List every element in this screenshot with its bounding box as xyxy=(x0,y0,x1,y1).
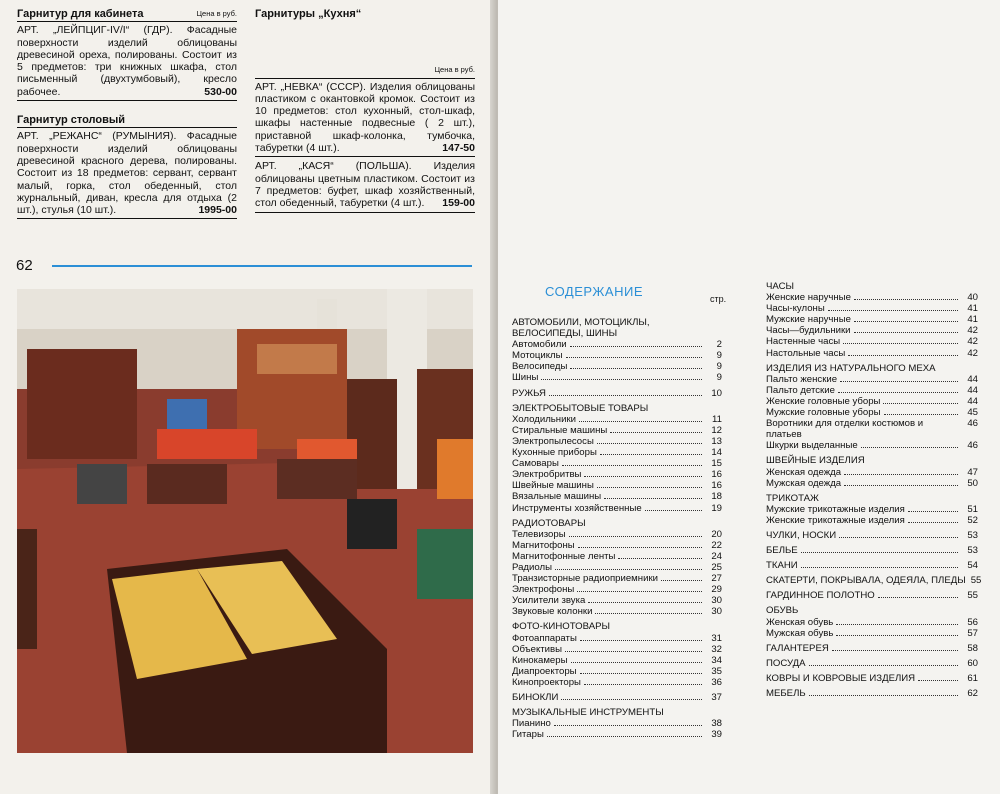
toc-page-number: 60 xyxy=(967,657,978,669)
toc-page-number: 22 xyxy=(711,539,722,551)
toc-entry xyxy=(512,372,722,383)
toc-entry-label: Настольные часы xyxy=(766,347,846,359)
toc-section-heading: ЭЛЕКТРОБЫТОВЫЕ ТОВАРЫ xyxy=(512,402,649,414)
toc-page-number: 42 xyxy=(967,347,978,359)
toc-section-heading: ЧАСЫ xyxy=(766,281,795,292)
toc-leader-dots xyxy=(839,537,958,538)
toc-left-column xyxy=(512,317,722,740)
toc-page-number: 15 xyxy=(711,458,722,470)
toc-page-number: 50 xyxy=(967,477,978,489)
toc-entry-label: Электропылесосы xyxy=(512,435,594,447)
toc-entry-label: Мужские головные уборы xyxy=(766,407,881,419)
toc-entry xyxy=(512,666,722,677)
product-item xyxy=(255,160,475,212)
toc-leader-dots xyxy=(809,695,958,696)
toc-page-number: 24 xyxy=(711,550,722,562)
toc-entry-label: Электрофоны xyxy=(512,584,575,596)
toc-entry-label: Велосипеды xyxy=(512,361,568,373)
toc-leader-dots xyxy=(801,567,958,568)
toc-entry-label: Мужские трикотажные изделия xyxy=(766,503,905,515)
toc-leader-dots xyxy=(570,346,702,347)
toc-entry-label: Воротники для отделки костюмов и платьев xyxy=(766,418,924,441)
toc-entry xyxy=(512,458,722,469)
toc-entry-label: Инструменты хозяйственные xyxy=(512,502,642,514)
toc-entry-label: Фотоаппараты xyxy=(512,632,577,644)
toc-leader-dots xyxy=(618,558,702,559)
toc-entry xyxy=(766,325,978,336)
toc-leader-dots xyxy=(836,635,958,636)
toc-entry xyxy=(512,729,722,740)
product-description: АРТ. „ЛЕЙПЦИГ-IV/I“ (ГДР). Фасадные поверхности изделий облицованы древесиной ореха, полированы. Состоит из 5 предметов: три книжных шкафа, стол письменный (двухтумбовый), кресло рабочее. xyxy=(17,24,237,98)
toc-leader-dots xyxy=(645,510,702,511)
toc-page-number: 30 xyxy=(711,606,722,618)
toc-entry xyxy=(766,374,978,385)
toc-entry xyxy=(512,644,722,655)
toc-leader-dots xyxy=(840,381,958,382)
toc-leader-dots xyxy=(854,332,958,333)
toc-entry-label: ГАРДИННОЕ ПОЛОТНО xyxy=(766,590,875,602)
toc-entry xyxy=(766,303,978,314)
toc-page-number: 2 xyxy=(716,339,722,351)
kitchen-section-title: Гарнитуры „Кухня“ xyxy=(255,8,362,20)
toc-entry xyxy=(512,595,722,606)
toc-page-number: 45 xyxy=(967,407,978,419)
toc-entry-label: Пальто женские xyxy=(766,373,838,385)
toc-entry xyxy=(512,469,722,480)
toc-section-heading: ТРИКОТАЖ xyxy=(766,492,819,504)
toc-entry xyxy=(766,467,978,478)
toc-entry-label: Мужские наручные xyxy=(766,314,851,326)
toc-leader-dots xyxy=(878,597,958,598)
toc-section-heading: ОБУВЬ xyxy=(766,605,799,617)
page-rule xyxy=(52,265,472,267)
toc-page-number: 46 xyxy=(967,440,978,452)
toc-leader-dots xyxy=(918,680,958,681)
toc-page-number: 51 xyxy=(967,503,978,515)
toc-leader-dots xyxy=(569,536,702,537)
toc-leader-dots xyxy=(838,392,958,393)
toc-section-heading: РАДИОТОВАРЫ xyxy=(512,517,586,529)
toc-entry-label: Телевизоры xyxy=(512,528,566,540)
product-description: АРТ. „НЕВКА“ (СССР). Изделия облицованы пластиком с окантовкой кромок. Состоит из 10 предметов: стол кухонный, стол-шкаф, шкафы настенные подвесные ( 2 шт.), приставной шкаф-колонка, тумбочка, табуретки (4 шт.). xyxy=(255,80,475,155)
toc-entry-label: Усилители звука xyxy=(512,595,586,607)
toc-entry-label: Мужская обувь xyxy=(766,627,834,639)
toc-leader-dots xyxy=(610,432,702,433)
toc-entry-label: Женская обувь xyxy=(766,616,834,628)
toc-leader-dots xyxy=(565,651,702,652)
toc-page-number: 11 xyxy=(712,413,722,425)
toc-leader-dots xyxy=(547,736,702,737)
toc-entry xyxy=(766,385,978,396)
toc-page-number: 38 xyxy=(711,718,722,730)
toc-entry-label: Кинопроекторы xyxy=(512,676,581,688)
toc-entry xyxy=(512,584,722,595)
toc-entry-label: Холодильники xyxy=(512,413,577,425)
toc-leader-dots xyxy=(861,447,958,448)
product-description: АРТ. „КАСЯ“ (ПОЛЬША). Изделия облицованы цветным пластиком. Состоит из 7 предметов: буфет, шкаф хозяйственный, стол обеденный, табуретки (4 шт.). xyxy=(255,160,475,210)
product-price: 147-50 xyxy=(442,142,475,155)
toc-section-entry xyxy=(766,658,978,669)
toc-page-number: 32 xyxy=(711,643,722,655)
toc-entry-label: Магнитофонные ленты xyxy=(512,550,616,562)
toc-entry-label: Самовары xyxy=(512,458,559,470)
furniture-store-photo xyxy=(17,289,473,753)
toc-leader-dots xyxy=(580,673,702,674)
toc-entry-label: КОВРЫ И КОВРОВЫЕ ИЗДЕЛИЯ xyxy=(766,672,916,684)
toc-entry xyxy=(512,562,722,573)
product-price: 159-00 xyxy=(442,197,475,210)
toc-entry-label: Женские трикотажные изделия xyxy=(766,514,905,526)
toc-section-heading: МУЗЫКАЛЬНЫЕ ИНСТРУМЕНТЫ xyxy=(512,707,664,719)
toc-page-number: 57 xyxy=(967,627,978,639)
toc-page-number: 52 xyxy=(967,514,978,526)
toc-entry xyxy=(766,628,978,639)
furniture-column-2 xyxy=(255,8,475,216)
toc-page-number: 18 xyxy=(711,491,722,503)
toc-entry-label: Стиральные машины xyxy=(512,424,608,436)
toc-entry-label: Транзисторные радиоприемники xyxy=(512,573,658,585)
section-title-text: Гарнитур для кабинета xyxy=(17,8,144,20)
toc-leader-dots xyxy=(883,403,958,404)
toc-page-number: 35 xyxy=(711,665,722,677)
toc-section-entry xyxy=(512,388,722,399)
toc-entry-label: БЕЛЬЕ xyxy=(766,545,798,557)
toc-entry-label: Автомобили xyxy=(512,339,567,351)
toc-entry xyxy=(512,503,722,514)
toc-entry xyxy=(766,418,978,440)
toc-page-number: 27 xyxy=(711,573,722,585)
toc-title: СОДЕРЖАНИЕ xyxy=(545,284,644,299)
toc-entry-label: Мотоциклы xyxy=(512,350,563,362)
toc-section-heading: ИЗДЕЛИЯ ИЗ НАТУРАЛЬНОГО МЕХА xyxy=(766,362,936,374)
toc-entry xyxy=(512,480,722,491)
toc-page-number: 42 xyxy=(967,325,978,337)
toc-section-heading: ФОТО-КИНОТОВАРЫ xyxy=(512,621,610,633)
toc-entry-label: Пальто детские xyxy=(766,384,835,396)
toc-leader-dots xyxy=(571,662,703,663)
toc-page-number: 30 xyxy=(711,595,722,607)
toc-leader-dots xyxy=(541,379,702,380)
toc-page-number: 53 xyxy=(967,545,978,557)
toc-entry-label: ТКАНИ xyxy=(766,560,798,572)
toc-entry-label: Гитары xyxy=(512,729,544,741)
toc-entry-label: Часы—будильники xyxy=(766,325,851,337)
toc-entry-label: МЕБЕЛЬ xyxy=(766,688,806,699)
toc-page-number: 41 xyxy=(967,303,978,315)
toc-leader-dots xyxy=(908,511,958,512)
toc-leader-dots xyxy=(600,454,702,455)
toc-page-number: 20 xyxy=(711,528,722,540)
toc-page-number: 40 xyxy=(967,292,978,304)
toc-page-number: 19 xyxy=(711,502,722,514)
toc-leader-dots xyxy=(549,395,702,396)
toc-entry xyxy=(766,617,978,628)
price-label: Цена в руб. xyxy=(255,64,475,78)
toc-page-number: 29 xyxy=(711,584,722,596)
toc-leader-dots xyxy=(832,650,958,651)
toc-section-entry xyxy=(766,673,978,684)
toc-leader-dots xyxy=(836,624,958,625)
toc-entry-label: Шкурки выделанные xyxy=(766,440,858,452)
toc-leader-dots xyxy=(844,485,958,486)
toc-entry xyxy=(512,414,722,425)
toc-entry-label: Часы-кулоны xyxy=(766,303,825,315)
toc-page-number: 10 xyxy=(711,387,722,399)
toc-entry xyxy=(512,551,722,562)
toc-leader-dots xyxy=(854,299,958,300)
toc-leader-dots xyxy=(595,613,702,614)
toc-leader-dots xyxy=(908,522,958,523)
section-title xyxy=(17,8,237,22)
toc-entry-label: Швейные машины xyxy=(512,480,594,492)
toc-entry xyxy=(512,529,722,540)
toc-entry-label: Мужская одежда xyxy=(766,477,842,489)
toc-entry-label: Кинокамеры xyxy=(512,654,568,666)
toc-page-number: 9 xyxy=(716,361,722,373)
toc-section-entry xyxy=(766,545,978,556)
product-price: 1995-00 xyxy=(198,204,237,217)
toc-entry xyxy=(512,425,722,436)
toc-leader-dots xyxy=(848,355,958,356)
toc-entry-label: Пианино xyxy=(512,718,551,730)
toc-right-column xyxy=(766,281,982,699)
toc-entry xyxy=(766,336,978,347)
toc-entry xyxy=(766,396,978,407)
toc-entry-label: РУЖЬЯ xyxy=(512,387,546,399)
toc-entry xyxy=(512,350,722,361)
toc-entry-label: Радиолы xyxy=(512,561,552,573)
toc-entry xyxy=(512,447,722,458)
toc-leader-dots xyxy=(584,476,702,477)
toc-page-number: 37 xyxy=(711,692,722,703)
toc-entry xyxy=(766,407,978,418)
toc-entry-label: Объективы xyxy=(512,643,563,655)
toc-leader-dots xyxy=(577,591,702,592)
price-label: Цена в руб. xyxy=(196,9,237,18)
toc-section-entry xyxy=(512,692,722,703)
toc-entry xyxy=(512,491,722,502)
toc-entry xyxy=(512,573,722,584)
toc-entry-label: Настенные часы xyxy=(766,336,841,348)
toc-page-number: 9 xyxy=(716,372,722,384)
toc-page-number: 25 xyxy=(711,561,722,573)
toc-leader-dots xyxy=(661,580,702,581)
toc-entry xyxy=(766,504,978,515)
toc-page-number: 16 xyxy=(711,469,722,481)
toc-leader-dots xyxy=(597,487,702,488)
toc-leader-dots xyxy=(588,602,702,603)
toc-page-number: 62 xyxy=(967,688,978,699)
toc-leader-dots xyxy=(555,569,702,570)
page-number: 62 xyxy=(16,257,33,274)
toc-page-col-label: стр. xyxy=(710,294,727,304)
toc-leader-dots xyxy=(566,357,703,358)
toc-leader-dots xyxy=(809,665,958,666)
toc-page-number: 31 xyxy=(711,632,722,644)
toc-entry xyxy=(512,436,722,447)
left-page xyxy=(0,0,496,794)
toc-leader-dots xyxy=(579,421,702,422)
toc-entry xyxy=(766,292,978,303)
toc-entry xyxy=(766,314,978,325)
toc-entry xyxy=(512,361,722,372)
toc-page-number: 13 xyxy=(711,435,722,447)
toc-entry xyxy=(512,633,722,644)
toc-leader-dots xyxy=(554,725,702,726)
toc-page-number: 56 xyxy=(967,616,978,628)
toc-leader-dots xyxy=(801,552,958,553)
product-item xyxy=(17,130,237,219)
section-title-text: Гарнитур столовый xyxy=(17,114,126,127)
toc-leader-dots xyxy=(580,640,702,641)
toc-entry-label: Диапроекторы xyxy=(512,665,577,677)
toc-leader-dots xyxy=(584,684,702,685)
toc-leader-dots xyxy=(604,498,702,499)
photo-illustration xyxy=(17,289,473,753)
toc-page-number: 12 xyxy=(711,424,722,436)
toc-leader-dots xyxy=(884,414,959,415)
toc-entry-label: ПОСУДА xyxy=(766,657,806,669)
toc-page-number: 58 xyxy=(967,642,978,654)
toc-entry xyxy=(766,478,978,489)
toc-page-number: 47 xyxy=(967,466,978,478)
toc-entry-label: ЧУЛКИ, НОСКИ xyxy=(766,529,837,541)
toc-leader-dots xyxy=(844,474,958,475)
toc-section-entry xyxy=(766,560,978,571)
toc-section-entry xyxy=(766,530,978,541)
toc-leader-dots xyxy=(597,443,702,444)
toc-entry-label: Кухонные приборы xyxy=(512,447,597,459)
toc-section-entry xyxy=(766,688,978,699)
toc-page-number: 44 xyxy=(967,373,978,385)
toc-entry-label: Женская одежда xyxy=(766,466,842,478)
toc-entry-label: Вязальные машины xyxy=(512,491,602,503)
toc-leader-dots xyxy=(561,699,702,700)
toc-leader-dots xyxy=(562,465,702,466)
toc-entry xyxy=(512,339,722,350)
toc-leader-dots xyxy=(854,321,958,322)
toc-page-number: 36 xyxy=(711,676,722,688)
toc-page-number: 55 xyxy=(967,590,978,602)
toc-entry xyxy=(766,348,978,359)
toc-entry xyxy=(512,718,722,729)
toc-section-heading: ШВЕЙНЫЕ ИЗДЕЛИЯ xyxy=(766,455,865,467)
toc-entry xyxy=(766,515,978,526)
toc-section-heading: АВТОМОБИЛИ, МОТОЦИКЛЫ, ВЕЛОСИПЕДЫ, ШИНЫ xyxy=(512,317,650,340)
product-description: АРТ. „РЕЖАНС“ (РУМЫНИЯ). Фасадные поверхности изделий облицованы древесиной красного дерева, полированы. Состоит из 18 предметов: сервант, сервант малый, горка, стол обеденный, стол журнальный, диван, кресла для отдыха (2 шт.), стулья (10 шт.). xyxy=(17,130,237,217)
toc-entry xyxy=(512,677,722,688)
toc-page-number: 53 xyxy=(967,529,978,541)
furniture-column-1 xyxy=(17,8,237,222)
toc-entry-label: СКАТЕРТИ, ПОКРЫВАЛА, ОДЕЯЛА, ПЛЕДЫ xyxy=(766,575,966,587)
toc-section-entry xyxy=(766,575,982,587)
toc-entry-label: Звуковые колонки xyxy=(512,606,593,618)
toc-entry-label: ГАЛАНТЕРЕЯ xyxy=(766,642,829,654)
toc-page-number: 44 xyxy=(967,395,978,407)
toc-entry xyxy=(512,655,722,666)
toc-entry-label: Женские наручные xyxy=(766,292,851,304)
toc-page-number: 14 xyxy=(711,447,722,459)
toc-section-entry xyxy=(766,590,978,601)
toc-section-entry xyxy=(766,643,978,654)
toc-entry-label: Женские головные уборы xyxy=(766,395,881,407)
toc-page-number: 42 xyxy=(967,336,978,348)
toc-page-number: 41 xyxy=(967,314,978,326)
toc-leader-dots xyxy=(828,310,958,311)
product-price: 530-00 xyxy=(204,85,237,98)
toc-entry xyxy=(512,606,722,617)
toc-entry-label: Шины xyxy=(512,372,539,384)
toc-leader-dots xyxy=(570,368,702,369)
toc-leader-dots xyxy=(578,547,702,548)
toc-entry xyxy=(766,440,978,451)
toc-entry-label: Магнитофоны xyxy=(512,539,575,551)
product-item xyxy=(255,81,475,158)
section-title xyxy=(17,114,237,128)
toc-page-number: 9 xyxy=(716,350,722,362)
toc-page-number: 54 xyxy=(967,560,978,572)
toc-page-number: 46 xyxy=(967,418,978,430)
toc-leader-dots xyxy=(843,343,958,344)
toc-entry-label: Электробритвы xyxy=(512,469,582,481)
product-item xyxy=(17,24,237,101)
toc-page-number: 44 xyxy=(967,384,978,396)
toc-page-number: 34 xyxy=(711,654,722,666)
toc-entry xyxy=(512,540,722,551)
toc-page-number: 39 xyxy=(711,729,722,741)
toc-page-number: 61 xyxy=(967,672,978,684)
toc-page-number: 16 xyxy=(711,480,722,492)
toc-page-number: 55 xyxy=(970,575,982,587)
toc-entry-label: БИНОКЛИ xyxy=(512,692,559,703)
